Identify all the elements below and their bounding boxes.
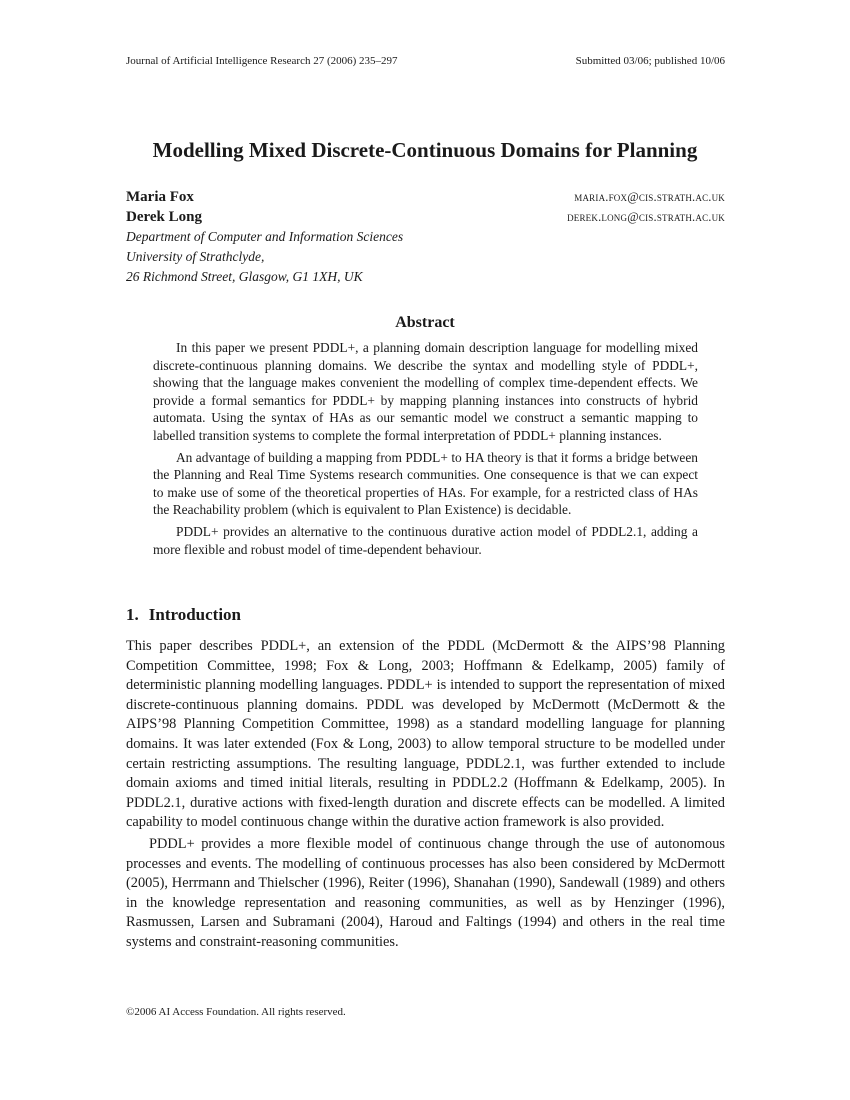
- running-header: [126, 55, 725, 67]
- author-row: [126, 187, 725, 207]
- introduction-body: [126, 637, 725, 955]
- section-title: Introduction: [148, 605, 242, 624]
- journal-citation: Journal of Artificial Intelligence Research 27 (2006) 235–297: [126, 55, 398, 67]
- body-paragraph: This paper describes PDDL+, an extension of the PDDL (McDermott & the AIPS’98 Planning Competition Committee, 1998; Fox & Long, 2003; Hoffmann & Edelkamp, 2005) family of deterministic planning modelling languages. PDDL+ is intended to support the representation of mixed discrete-continuous planning domains. PDDL was developed by McDermott (McDermott & the AIPS’98 Planning Competition Committee, 1998) as a standard modelling language for planning domains. It was later extended (Fox & Long, 2003) to allow temporal structure to be modelled under certain restricting assumptions. The resulting language, PDDL2.1, was further extended to include domain axioms and timed initial literals, resulting in PDDL2.2 (Hoffmann & Edelkamp, 2005). In PDDL2.1, durative actions with fixed-length duration and discrete effects can be modelled. A limited capability to model continuous change within the durative action framework is also provided.: [126, 638, 725, 831]
- abstract-paragraph: An advantage of building a mapping from PDDL+ to HA theory is that it forms a bridge between the Planning and Real Time Systems research communities. One consequence is that we can expect to make use of some of the theoretical properties of HAs. For example, for a restricted class of HAs the Reachability problem (which is equivalent to Plan Existence) is decidable.: [153, 449, 698, 518]
- abstract-heading: Abstract: [395, 314, 455, 331]
- abstract-body: [153, 339, 698, 562]
- body-paragraph: PDDL+ provides a more flexible model of continuous change through the use of autonomous processes and events. The modelling of continuous processes has also been considered by McDermott (2005), Herrmann and Thielscher (1996), Reiter (1996), Shanahan (1990), Sandewall (1989) and others in the knowledge representation and reasoning communities, as well as by Henzinger (1996), Rasmussen, Larsen and Subramani (2004), Haroud and Faltings (1994) and others in the real time systems and constraint-reasoning communities.: [126, 835, 725, 950]
- author-email: derek.long@cis.strath.ac.uk: [567, 210, 725, 224]
- affiliation-university: University of Strathclyde,: [126, 249, 265, 264]
- paper-title: Modelling Mixed Discrete-Continuous Domains for Planning: [152, 138, 698, 162]
- affiliation-dept: Department of Computer and Information Sciences: [126, 229, 404, 244]
- author-row: [126, 207, 725, 227]
- author-block: [126, 187, 725, 287]
- author-name: Derek Long: [126, 209, 202, 225]
- affiliation-address: 26 Richmond Street, Glasgow, G1 1XH, UK: [126, 269, 363, 284]
- submission-dates: Submitted 03/06; published 10/06: [575, 55, 725, 67]
- section-number: 1.: [126, 605, 139, 624]
- abstract-paragraph: PDDL+ provides an alternative to the continuous durative action model of PDDL2.1, adding a more flexible and robust model of time-dependent behaviour.: [153, 523, 698, 557]
- author-email: maria.fox@cis.strath.ac.uk: [574, 190, 725, 204]
- abstract-paragraph: In this paper we present PDDL+, a planning domain description language for modelling mixed discrete-continuous planning domains. We describe the syntax and modelling style of PDDL+, showing that the language makes convenient the modelling of complex time-dependent effects. We provide a formal semantics for PDDL+ by mapping planning instances into constructs of hybrid automata. Using the syntax of HAs as our semantic model we construct a semantic mapping to labelled transition systems to complete the formal interpretation of PDDL+ planning instances.: [153, 340, 698, 443]
- author-name: Maria Fox: [126, 189, 194, 205]
- section-heading: [126, 605, 241, 625]
- copyright-footnote: ©2006 AI Access Foundation. All rights reserved.: [126, 1006, 346, 1018]
